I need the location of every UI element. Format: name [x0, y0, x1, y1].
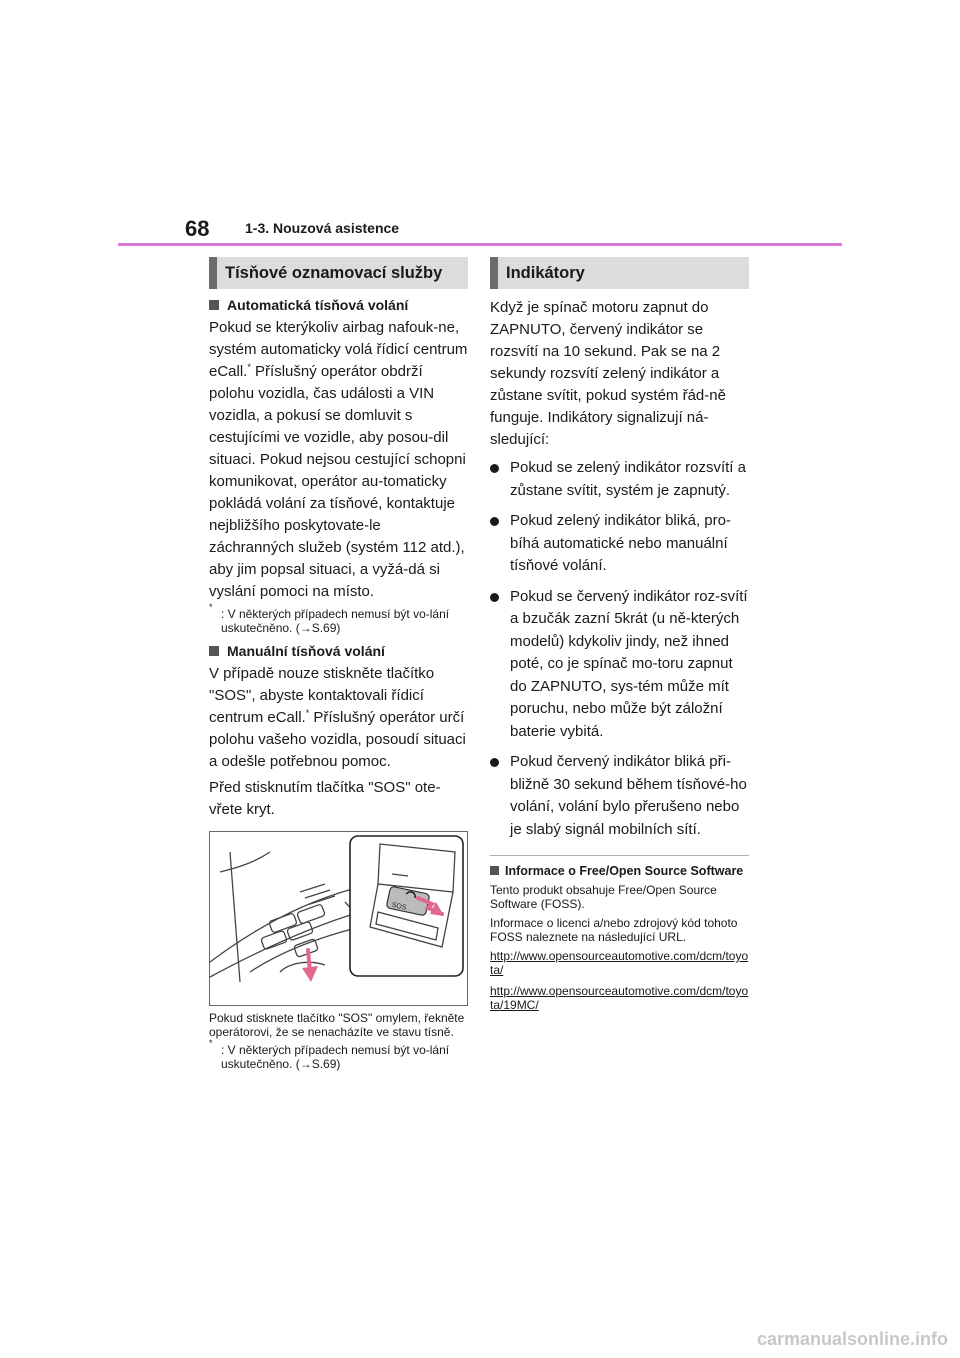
foss-link-toyota-19mc[interactable]: http://www.opensourceautomotive.com/dcm/toyota/19MC/ [490, 984, 749, 1012]
list-item [490, 457, 749, 502]
overhead-console-drawing [210, 832, 467, 1005]
sos-button-illustration [209, 831, 468, 1006]
watermark: carmanualsonline.info [756, 1329, 948, 1349]
manual-call-paragraph [209, 663, 468, 773]
info-heading-text: Informace o Free/Open Source Software [505, 864, 744, 878]
paragraph-text: Příslušný operátor určí polohu vašeho vozidla, posoudí situaci a odešle potřebnou pomoc. [209, 709, 466, 770]
indicators-intro: Když je spínač motoru zapnut do ZAPNUTO, červený indikátor se rozsvítí na 10 sekund. Pak se na 2 sekundy rozsvítí zelený indikátor a zůstane svítit, pokud systém řád-ně funguje. Indikátory signalizují ná-sledující: [490, 299, 726, 448]
info-paragraph: Tento produkt obsahuje Free/Open Source Software (FOSS). [490, 883, 717, 911]
footnote-mark: * [209, 1038, 213, 1048]
list-item-text: Pokud červený indikátor bliká při-bližně 30 sekund během tísňové-ho volání, volání bylo přerušeno nebo je slabý signál mobilních sítí. [510, 753, 747, 838]
open-cover-paragraph: Před stisknutím tlačítka "SOS" ote-vřete kryt. [209, 779, 441, 818]
footnote [209, 1038, 468, 1071]
footnote-mark: * [247, 362, 251, 372]
info-divider [490, 855, 749, 856]
square-bullet-icon [209, 300, 219, 310]
subheading-text: Manuální tísňová volání [227, 643, 385, 659]
info-paragraph: Informace o licenci a/nebo zdrojový kód tohoto FOSS naleznete na následující URL. [490, 916, 738, 944]
square-bullet-icon [209, 646, 219, 656]
subheading-automatic-call [209, 297, 468, 313]
page-number: 68 [185, 216, 210, 241]
left-column [209, 257, 468, 1079]
arrow-head-icon [302, 966, 318, 982]
paragraph-text: V případě nouze stiskněte tlačítko "SOS", abyste kontaktovali řídicí centrum eCall. [209, 665, 435, 726]
chapter-title: 1-3. Nouzová asistence [245, 220, 400, 236]
list-item [490, 586, 749, 744]
bullet-dot-icon [490, 593, 499, 602]
list-item-text: Pokud se zelený indikátor rozsvítí a zůstane svítit, systém je zapnutý. [510, 459, 746, 499]
square-bullet-icon [490, 866, 499, 875]
automatic-call-paragraph [209, 317, 468, 603]
right-column [490, 257, 749, 1020]
sos-button-label: SOS [391, 901, 407, 912]
paragraph-text: Příslušný operátor obdrží polohu vozidla, čas události a VIN vozidla, a pokusí se domluvit s cestujícími ve vozidle, aby posou-dil situaci. Pokud nejsou cestující schopni komunikovat, operátor au-tomaticky pokládá volání za tísňové, kontaktuje nejbližšího poskytovate-le záchranných služeb (systém 112 atd.), aby jim popsal situaci, a vyžá-dá si vyslání pomoci na místo. [209, 363, 466, 600]
list-item [490, 510, 749, 578]
foss-link-toyota[interactable]: http://www.opensourceautomotive.com/dcm/toyota/ [490, 949, 749, 977]
footnote-text: : V některých případech nemusí být vo-lání uskutečněno. (→S.69) [221, 1043, 450, 1071]
footnote-mark: * [305, 708, 310, 718]
list-item-text: Pokud zelený indikátor bliká, pro-bíhá automatické nebo manuální tísňové volání. [510, 512, 731, 574]
bullet-dot-icon [490, 517, 499, 526]
indicator-bullet-list [490, 457, 749, 841]
footnote-text: : V některých případech nemusí být vo-lání uskutečněno. (→S.69) [221, 607, 450, 635]
section-heading-indicators: Indikátory [490, 257, 749, 289]
footnote [209, 602, 468, 635]
bullet-dot-icon [490, 758, 499, 767]
bullet-dot-icon [490, 464, 499, 473]
list-item-text: Pokud se červený indikátor roz-svítí a bzučák zazní 5krát (u ně-kterých modelů) kdykoliv jindy, než ihned poté, co je spínač mo-toru zapnut do ZAPNUTO, sys-tém může mít poruchu, nebo může být záložní baterie vybitá. [510, 587, 748, 740]
list-item [490, 751, 749, 841]
header-rule [118, 243, 842, 246]
info-heading [490, 864, 749, 878]
paragraph-text: Pokud se kterýkoliv airbag nafouk-ne, systém automaticky volá řídicí centrum eCall. [209, 319, 468, 380]
figure-caption: Pokud stisknete tlačítko "SOS" omylem, řekněte operátorovi, že se nenacházíte ve stavu tísně. [209, 1011, 465, 1039]
subheading-manual-call [209, 643, 468, 659]
subheading-text: Automatická tísňová volání [227, 297, 409, 313]
section-heading-emergency-services: Tísňové oznamovací služby [209, 257, 468, 289]
footnote-mark: * [209, 602, 213, 612]
